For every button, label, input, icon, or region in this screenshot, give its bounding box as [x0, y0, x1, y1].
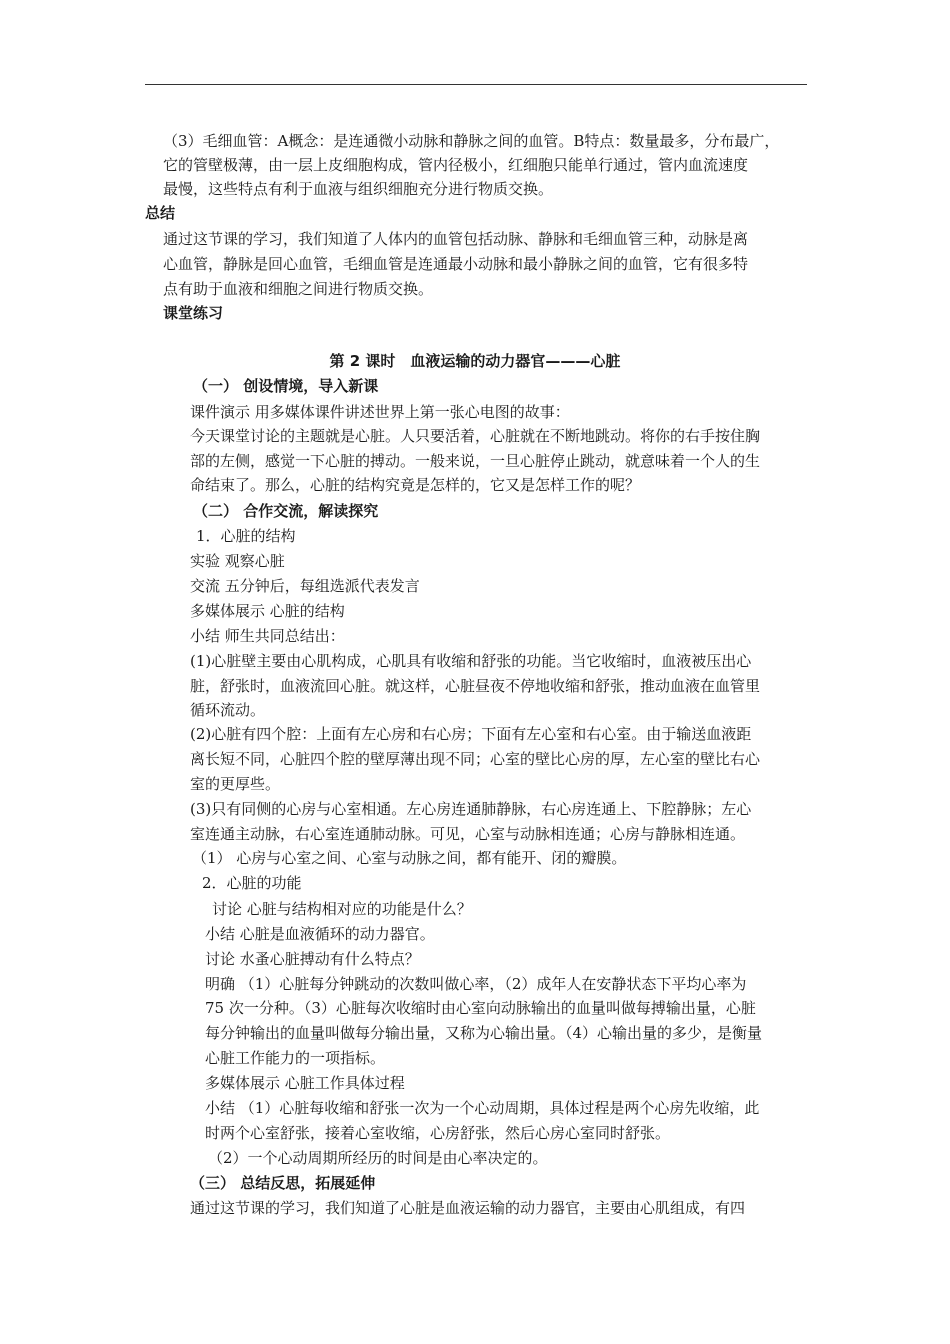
part3-line: 通过这节课的学习，我们知道了心脏是血液运输的动力器官，主要由心肌组成，有四	[190, 1199, 746, 1217]
part2-line: 循环流动。	[190, 701, 266, 719]
part2-line: 每分钟输出的血量叫做每分输出量，又称为心输出量。（4）心输出量的多少，是衡量	[205, 1024, 763, 1042]
part2-line: 讨论 水蚤心脏搏动有什么特点？	[205, 950, 420, 968]
part2-heading: （二） 合作交流，解读探究	[193, 502, 379, 520]
part2-line: （1） 心房与心室之间、心室与动脉之间，都有能开、闭的瓣膜。	[192, 849, 627, 867]
part2-line: 心脏工作能力的一项指标。	[205, 1049, 386, 1067]
summary-line: 点有助于血液和细胞之间进行物质交换。	[163, 280, 434, 298]
lesson-title: 第 2 课时 血液运输的动力器官———心脏	[329, 352, 621, 370]
part1-line: 课件演示 用多媒体课件讲述世界上第一张心电图的故事：	[190, 403, 570, 421]
part1-line: 今天课堂讨论的主题就是心脏。人只要活着，心脏就在不断地跳动。将你的右手按住胸	[190, 427, 761, 445]
part2-line: (1)心脏壁主要由心肌构成，心肌具有收缩和舒张的功能。当它收缩时，血液被压出心	[190, 652, 752, 670]
part2-line: 小结 心脏是血液循环的动力器官。	[205, 925, 435, 943]
part2-line: 交流 五分钟后，每组选派代表发言	[190, 577, 420, 595]
part1-line: 部的左侧，感觉一下心脏的搏动。一般来说，一旦心脏停止跳动，就意味着一个人的生	[190, 452, 761, 470]
part2-line: 75 次一分种。（3）心脏每次收缩时由心室向动脉输出的血量叫做每搏输出量，心脏	[205, 999, 756, 1017]
header-rule	[145, 84, 807, 85]
part2-line: 小结 （1）心脏每收缩和舒张一次为一个心动周期，具体过程是两个心房先收缩，此	[205, 1099, 760, 1117]
part2-line: 实验 观察心脏	[190, 552, 285, 570]
part2-line: 离长短不同，心脏四个腔的壁厚薄出现不同；心室的壁比心房的厚，左心室的壁比右心	[190, 750, 761, 768]
part1-heading: （一） 创设情境，导入新课	[193, 377, 379, 395]
part2-line: (3)只有同侧的心房与心室相通。左心房连通肺静脉，右心房连通上、下腔静脉；左心	[190, 800, 752, 818]
part2-line: 多媒体展示 心脏的结构	[190, 602, 345, 620]
capillary-line: 它的管壁极薄，由一层上皮细胞构成，管内径极小，红细胞只能单行通过，管内血流速度	[163, 156, 749, 174]
summary-line: 通过这节课的学习，我们知道了人体内的血管包括动脉、静脉和毛细血管三种，动脉是离	[163, 230, 749, 248]
part2-line: 讨论 心脏与结构相对应的功能是什么？	[212, 900, 472, 918]
part2-line: 室连通主动脉，右心室连通肺动脉。可见，心室与动脉相连通；心房与静脉相连通。	[190, 825, 746, 843]
part2-line: 2．心脏的功能	[202, 874, 302, 892]
summary-heading: 总结	[145, 204, 176, 222]
part1-line: 命结束了。那么，心脏的结构究竟是怎样的，它又是怎样工作的呢？	[190, 476, 641, 494]
part2-line: （2）一个心动周期所经历的时间是由心率决定的。	[208, 1149, 548, 1167]
part2-line: 室的更厚些。	[190, 775, 281, 793]
part2-line: 时两个心室舒张，接着心室收缩，心房舒张，然后心房心室同时舒张。	[205, 1124, 671, 1142]
part3-heading: （三） 总结反思，拓展延伸	[190, 1174, 376, 1192]
part2-line: 脏，舒张时，血液流回心脏。就这样，心脏昼夜不停地收缩和舒张，推动血液在血管里	[190, 677, 761, 695]
part2-line: 小结 师生共同总结出：	[190, 627, 345, 645]
part2-line: 明确 （1）心脏每分钟跳动的次数叫做心率，（2）成年人在安静状态下平均心率为	[205, 975, 747, 993]
part2-line: (2)心脏有四个腔：上面有左心房和右心房；下面有左心室和右心室。由于输送血液距	[190, 725, 752, 743]
part2-line: 1．心脏的结构	[196, 527, 296, 545]
capillary-line: 最慢，这些特点有利于血液与组织细胞充分进行物质交换。	[163, 180, 554, 198]
summary-line: 心血管，静脉是回心血管，毛细血管是连通最小动脉和最小静脉之间的血管，它有很多特	[163, 255, 749, 273]
capillary-line: （3）毛细血管：A概念：是连通微小动脉和静脉之间的血管。B特点：数量最多，分布最广，	[163, 132, 780, 150]
part2-line: 多媒体展示 心脏工作具体过程	[205, 1074, 405, 1092]
practice-heading: 课堂练习	[163, 304, 224, 322]
